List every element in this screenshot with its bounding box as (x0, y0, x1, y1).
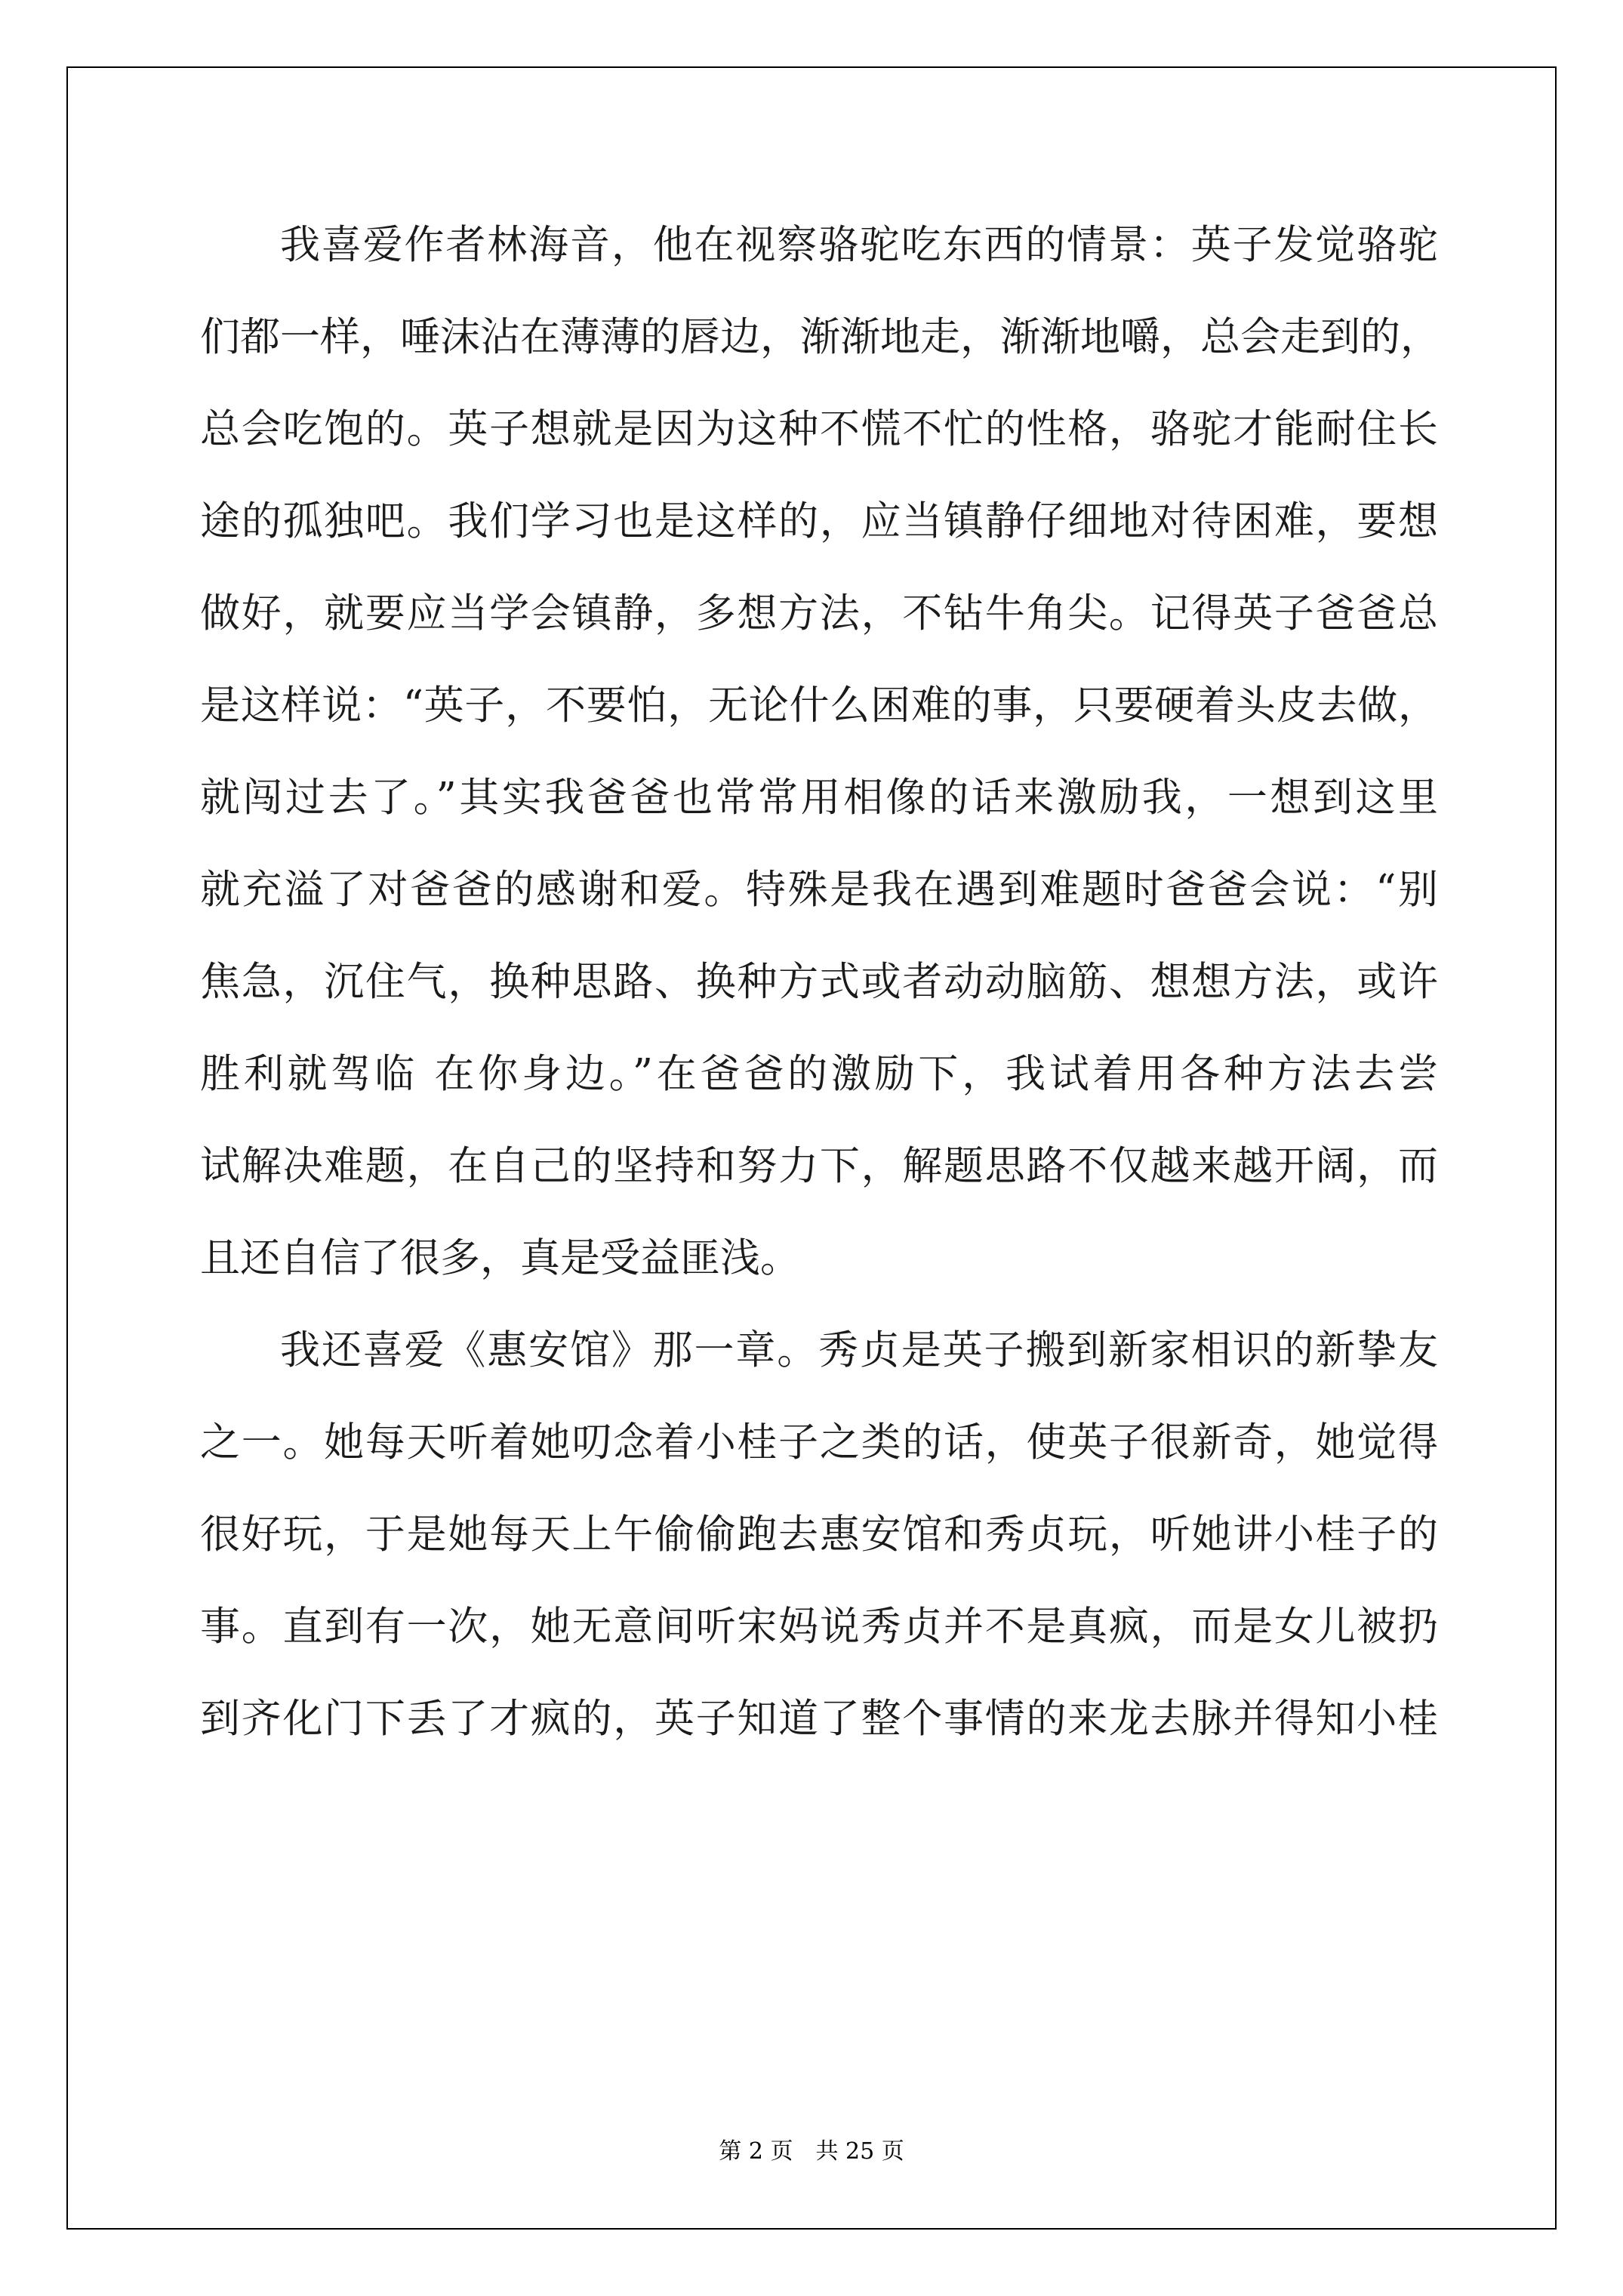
paragraph-1-line-2: 们都一样，唾沫沾在薄薄的唇边，渐渐地走，渐渐地嚼，总会走到的， (200, 314, 1440, 360)
paragraph-1-line-4: 途的孤独吧。我们学习也是这样的，应当镇静仔细地对待困难，要想 (200, 498, 1438, 544)
paragraph-1-line-5: 做好，就要应当学会镇静，多想方法，不钻牛角尖。记得英子爸爸总 (200, 590, 1438, 636)
page-footer (0, 2137, 1623, 2167)
paragraph-1-line-9: 焦急，沉住气，换种思路、换种方式或者动动脑筋、想想方法，或许 (200, 959, 1438, 1005)
paragraph-1-line-10: 胜利就驾临 在你身边。”在爸爸的激励下，我试着用各种方法去尝 (200, 1051, 1438, 1097)
page-number: 第 2 页 (719, 2138, 793, 2165)
paragraph-2-line-2: 之一。她每天听着她叨念着小桂子之类的话，使英子很新奇，她觉得 (200, 1419, 1438, 1465)
paragraph-1-line-8: 就充溢了对爸爸的感谢和爱。特殊是我在遇到难题时爸爸会说：“别 (200, 867, 1438, 913)
paragraph-1-line-12: 且还自信了很多，真是受益匪浅。 (200, 1235, 800, 1281)
paragraph-1-line-7: 就闯过去了。”其实我爸爸也常常用相像的话来激励我，一想到这里 (200, 775, 1438, 821)
paragraph-2-line-1: 我还喜爱《惠安馆》那一章。秀贞是英子搬到新家相识的新挚友 (280, 1327, 1438, 1373)
paragraph-1-line-6: 是这样说：“英子，不要怕，无论什么困难的事，只要硬着头皮去做， (200, 683, 1438, 729)
paragraph-2-line-4: 事。直到有一次，她无意间听宋妈说秀贞并不是真疯，而是女儿被扔 (200, 1604, 1438, 1650)
paragraph-2-line-3: 很好玩，于是她每天上午偷偷跑去惠安馆和秀贞玩，听她讲小桂子的 (200, 1512, 1438, 1558)
paragraph-1-line-1: 我喜爱作者林海音，他在视察骆驼吃东西的情景：英子发觉骆驼 (280, 222, 1438, 268)
page-total: 共 25 页 (815, 2138, 904, 2165)
paragraph-1-line-11: 试解决难题，在自己的坚持和努力下，解题思路不仅越来越开阔，而 (200, 1143, 1438, 1189)
paragraph-1-line-3: 总会吃饱的。英子想就是因为这种不慌不忙的性格，骆驼才能耐住长 (200, 406, 1438, 452)
paragraph-2-line-5: 到齐化门下丢了才疯的，英子知道了整个事情的来龙去脉并得知小桂 (200, 1696, 1438, 1742)
